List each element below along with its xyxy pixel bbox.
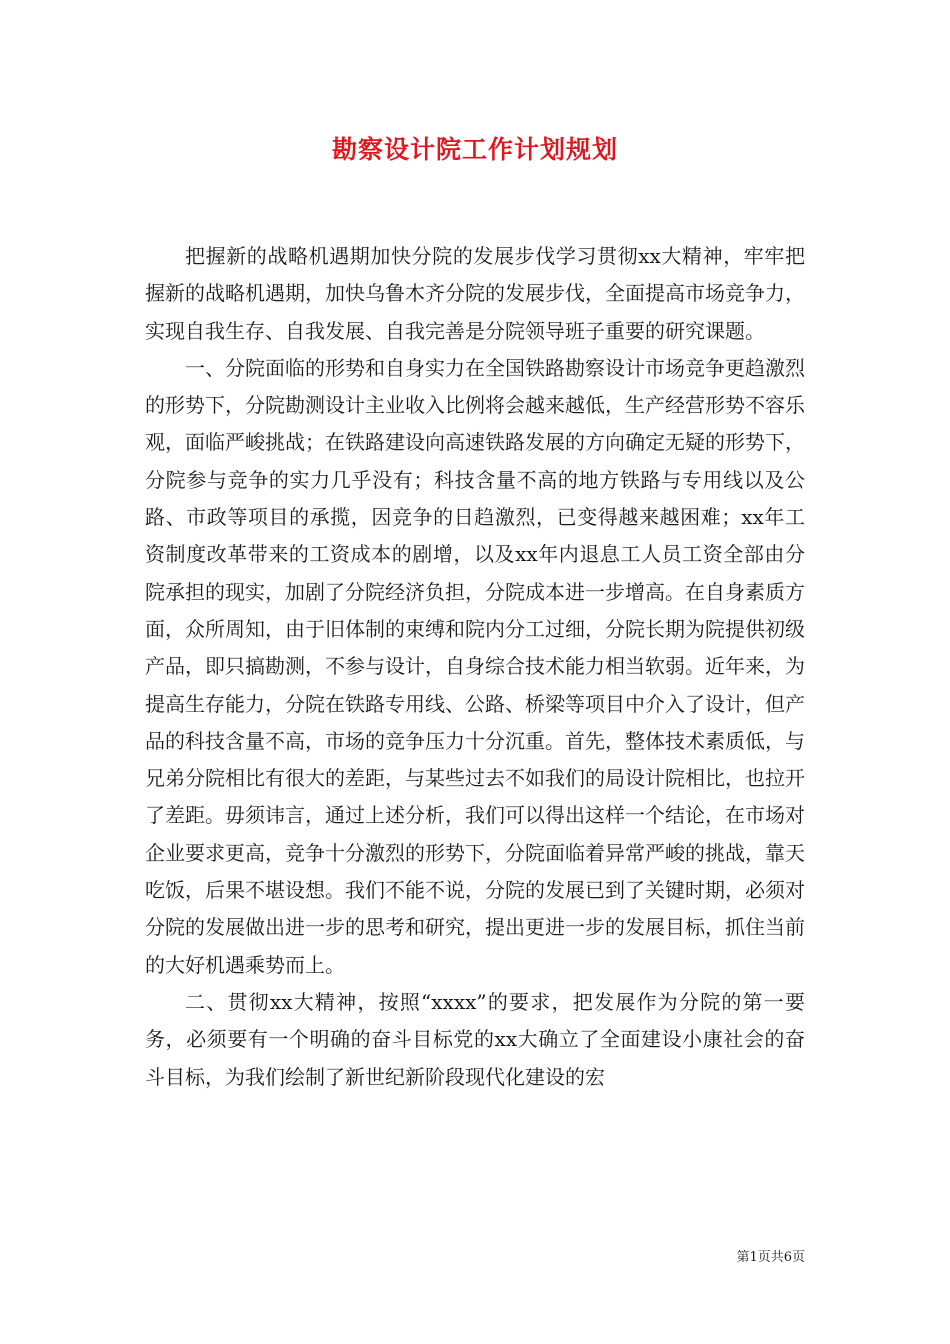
paragraph-section-2: 二、贯彻xx大精神，按照“xxxx”的要求，把发展作为分院的第一要务，必须要有一个明确的奋斗目标党的xx大确立了全面建设小康社会的奋斗目标，为我们绘制了新世纪新阶段现代化建设的宏 [145, 989, 805, 1089]
document-title: 勘察设计院工作计划规划 [331, 135, 618, 164]
paragraph-intro: 把握新的战略机遇期加快分院的发展步伐学习贯彻xx大精神，牢牢把握新的战略机遇期，加快乌鲁木齐分院的发展步伐，全面提高市场竞争力，实现自我生存、自我发展、自我完善是分院领导班子重要的研究课题。 [145, 244, 805, 343]
document-body [145, 238, 805, 1096]
page-number-footer [736, 1246, 805, 1265]
paragraph-section-1: 一、分院面临的形势和自身实力在全国铁路勘察设计市场竞争更趋激烈的形势下，分院勘测设计主业收入比例将会越来越低，生产经营形势不容乐观，面临严峻挑战；在铁路建设向高速铁路发展的方向确定无疑的形势下，分院参与竞争的实力几乎没有；科技含量不高的地方铁路与专用线以及公路、市政等项目的承揽，因竞争的日趋激烈，已变得越来越困难；xx年工资制度改革带来的工资成本的剧增，以及xx年内退息工人员工资全部由分院承担的现实，加剧了分院经济负担，分院成本进一步增高。在自身素质方面，众所周知，由于旧体制的束缚和院内分工过细，分院长期为院提供初级产品，即只搞勘测，不参与设计，自身综合技术能力相当软弱。近年来，为提高生存能力，分院在铁路专用线、公路、桥梁等项目中介入了设计，但产品的科技含量不高，市场的竞争压力十分沉重。首先，整体技术素质低，与兄弟分院相比有很大的差距，与某些过去不如我们的局设计院相比，也拉开了差距。毋须讳言，通过上述分析，我们可以得出这样一个结论，在市场对企业要求更高，竞争十分激烈的形势下，分院面临着异常严峻的挑战，靠天吃饭，后果不堪设想。我们不能不说，分院的发展已到了关键时期，必须对分院的发展做出进一步的思考和研究，提出更进一步的发展目标，抓住当前的大好机遇乘势而上。 [145, 355, 805, 977]
page-number-label: 第1页共6页 [736, 1250, 805, 1265]
